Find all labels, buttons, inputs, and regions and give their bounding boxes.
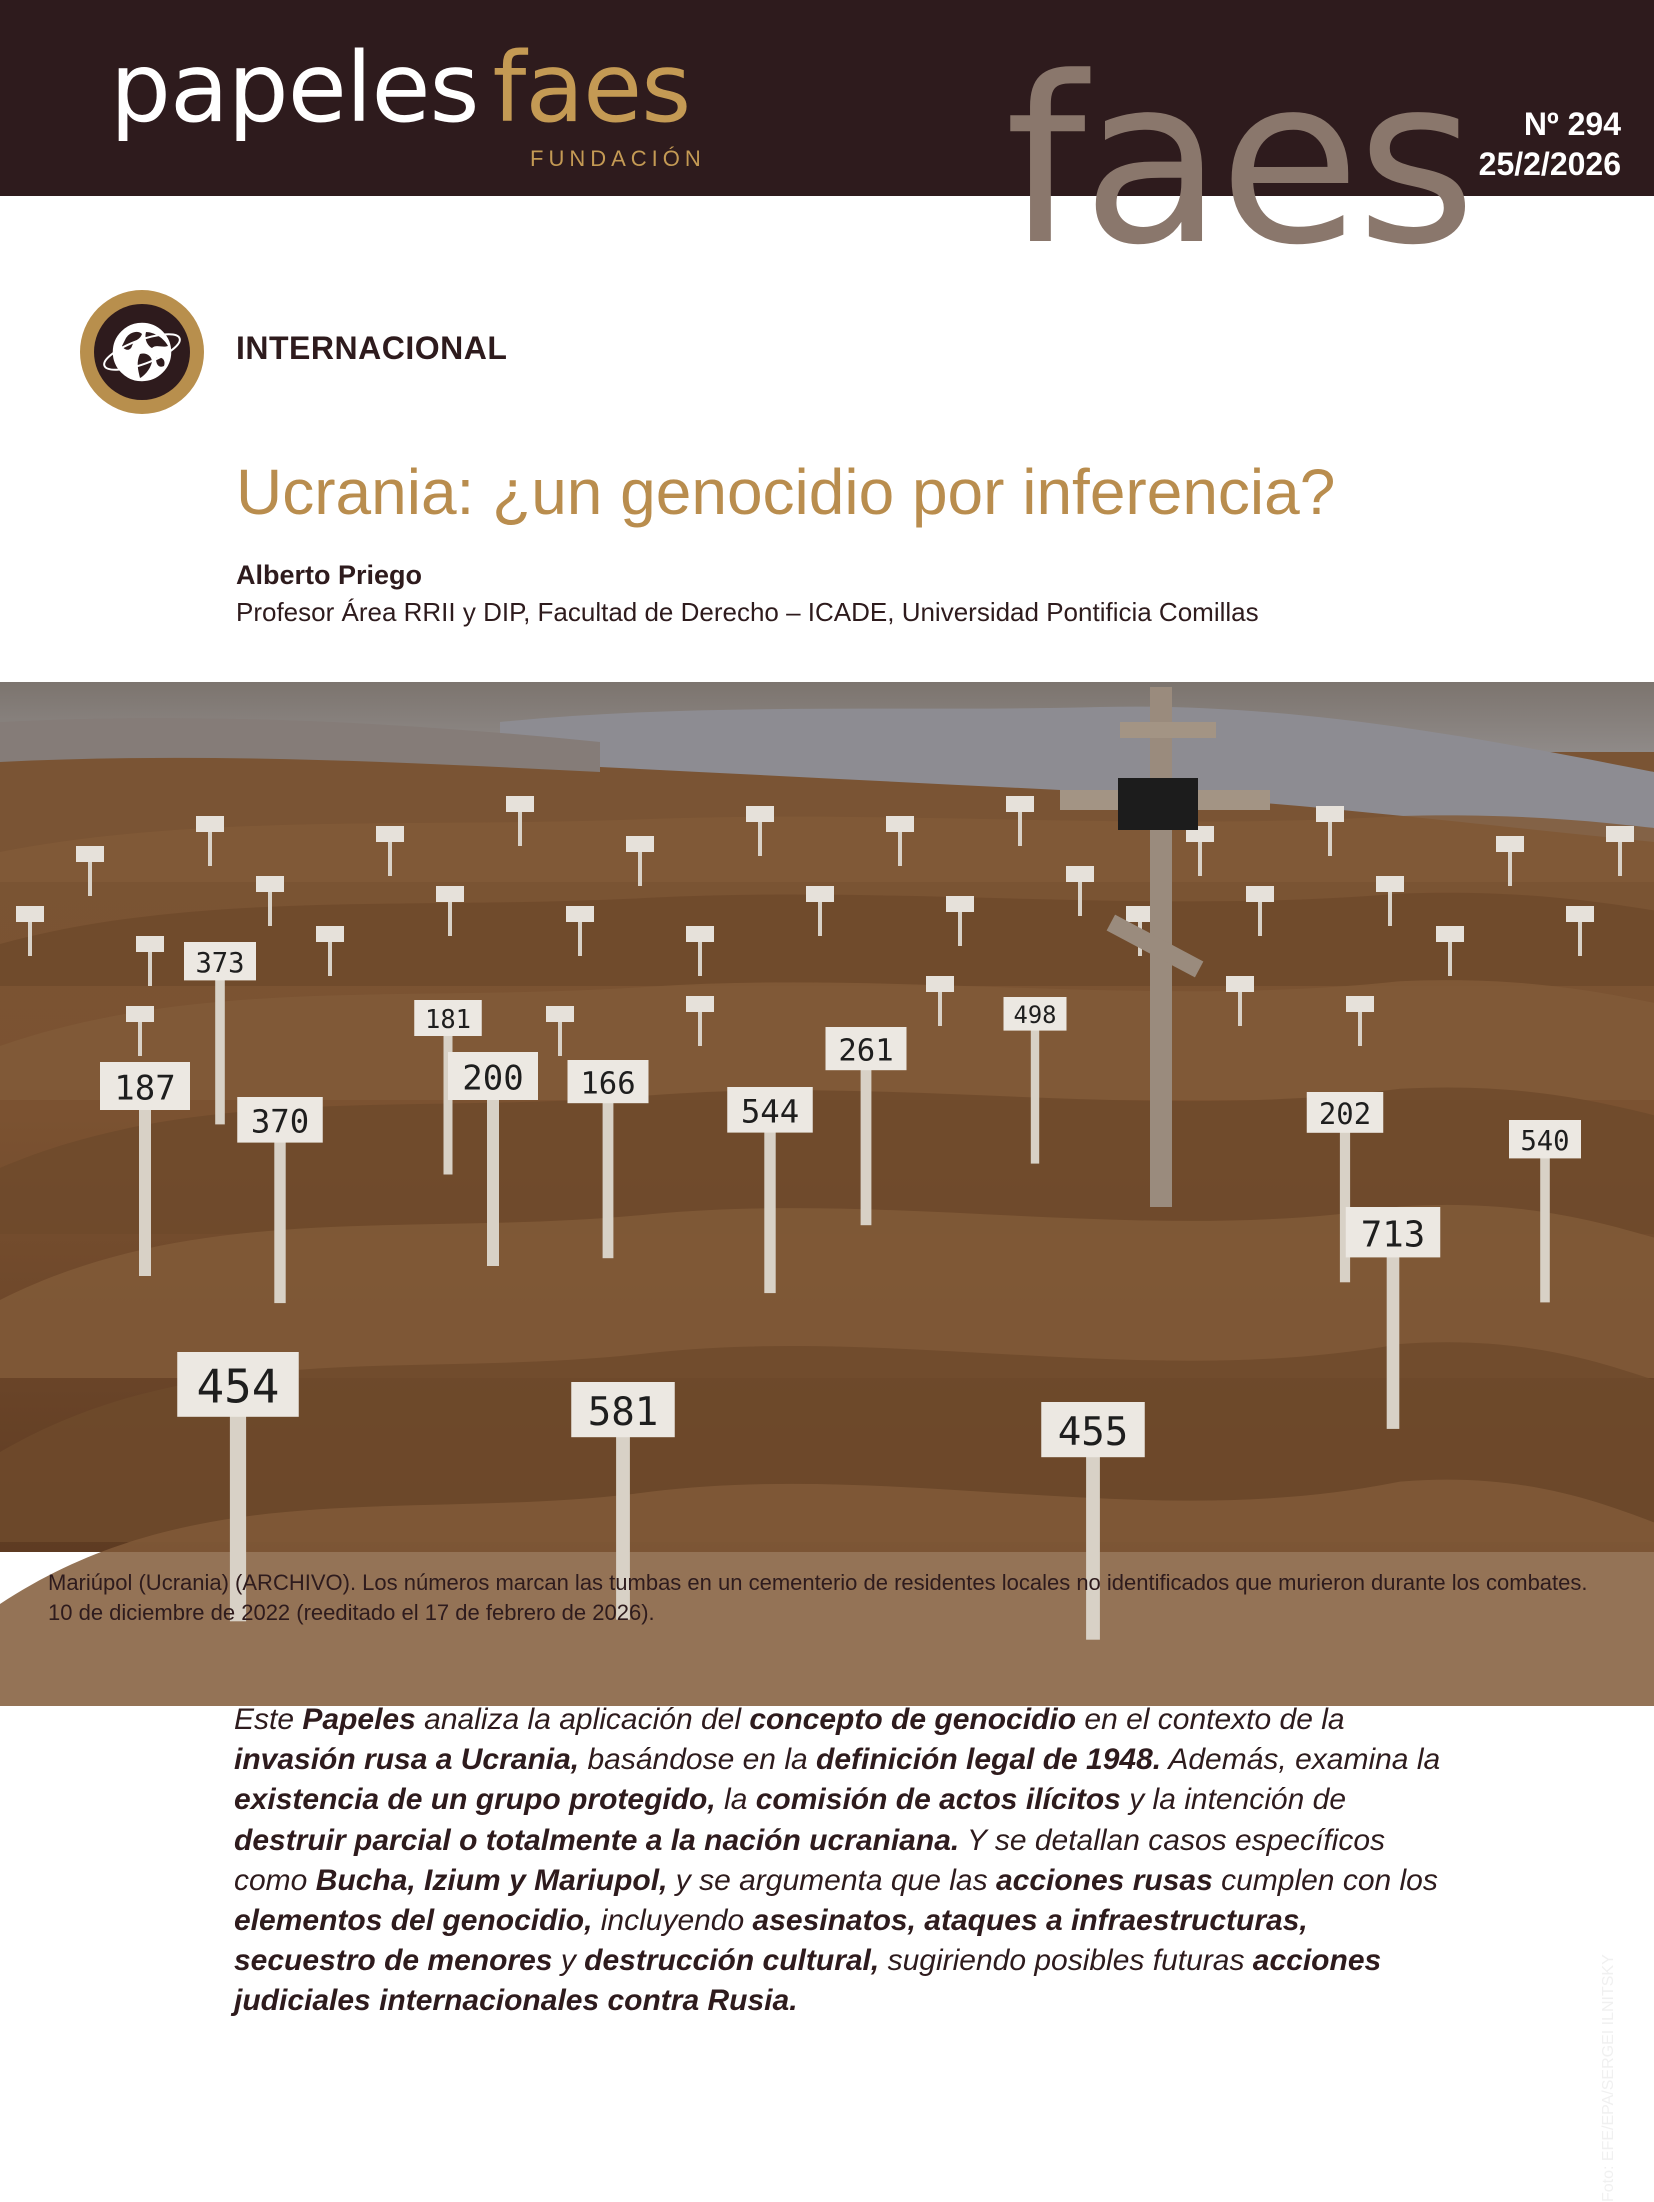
abstract-segment: y se argumenta que las bbox=[667, 1863, 996, 1897]
abstract-segment: cumplen con los bbox=[1212, 1863, 1438, 1897]
article-title: Ucrania: ¿un genocidio por inferencia? bbox=[236, 456, 1336, 528]
grave-number: 200 bbox=[462, 1058, 524, 1099]
brand-sub: FUNDACIÓN bbox=[530, 146, 706, 171]
abstract-segment: la bbox=[715, 1783, 756, 1817]
grave-number: 454 bbox=[196, 1359, 280, 1414]
abstract-segment: Bucha, Izium y Mariupol, bbox=[315, 1863, 668, 1897]
globe-icon bbox=[94, 304, 190, 400]
issue-date: 25/2/2026 bbox=[1478, 146, 1621, 182]
grave-number: 166 bbox=[580, 1066, 636, 1102]
abstract-segment: Además, examina la bbox=[1161, 1743, 1441, 1777]
section-label: INTERNACIONAL bbox=[236, 330, 508, 366]
abstract-segment: analiza la aplicación del bbox=[415, 1703, 750, 1736]
grave-number: 498 bbox=[1013, 1001, 1057, 1030]
abstract-segment: sugiriendo posibles futuras bbox=[879, 1944, 1253, 1978]
grave-number: 455 bbox=[1057, 1410, 1129, 1456]
abstract-segment: basándose en la bbox=[579, 1743, 817, 1777]
grave-number: 187 bbox=[114, 1068, 176, 1109]
abstract-segment: elementos del genocidio, bbox=[234, 1904, 593, 1938]
abstract-segment: Papeles bbox=[302, 1703, 416, 1736]
issue-number: Nº 294 bbox=[1523, 106, 1621, 142]
abstract-segment: definición legal de 1948. bbox=[816, 1743, 1162, 1777]
grave-number: 544 bbox=[740, 1092, 800, 1131]
grave-number: 713 bbox=[1360, 1214, 1426, 1256]
abstract-segment: concepto de genocidio bbox=[749, 1703, 1077, 1736]
issue-info bbox=[1479, 104, 1621, 184]
abstract-segment: Este bbox=[234, 1703, 303, 1736]
abstract-segment: asesinatos, ataques a infraestructuras, secuestro de menores bbox=[234, 1904, 1308, 1978]
article-author: Alberto Priego bbox=[236, 560, 423, 590]
abstract-segment: acciones judiciales internacionales contra Rusia. bbox=[234, 1944, 1382, 2018]
abstract-segment: destrucción cultural, bbox=[584, 1944, 880, 1978]
photo-credit: Foto: EFE/EPA/SERGEI ILNITSKY bbox=[1600, 1954, 1617, 2202]
grave-number: 261 bbox=[838, 1033, 894, 1069]
abstract-segment: Y se detallan casos específicos como bbox=[234, 1823, 1386, 1897]
cemetery-photo bbox=[0, 682, 1654, 1552]
brand-main: papeles bbox=[110, 32, 479, 144]
abstract-segment: incluyendo bbox=[592, 1904, 753, 1938]
header-band bbox=[0, 0, 1654, 296]
grave-number: 373 bbox=[195, 947, 245, 979]
author-affiliation: Profesor Área RRII y DIP, Facultad de Derecho – ICADE, Universidad Pontificia Comillas bbox=[236, 597, 1259, 627]
grave-number: 202 bbox=[1318, 1096, 1372, 1131]
abstract-segment: y la intención de bbox=[1120, 1783, 1347, 1817]
grave-number: 181 bbox=[424, 1005, 472, 1036]
abstract-segment: invasión rusa a Ucrania, bbox=[234, 1743, 580, 1777]
brand-accent: faes bbox=[492, 32, 691, 144]
background-wordmark: faes bbox=[1005, 29, 1473, 296]
grave-number: 581 bbox=[587, 1390, 659, 1436]
abstract-segment: destruir parcial o totalmente a la nación ucraniana. bbox=[234, 1823, 960, 1857]
abstract-segment: existencia de un grupo protegido, bbox=[234, 1783, 716, 1817]
abstract-segment: en el contexto de la bbox=[1076, 1703, 1345, 1736]
abstract-segment: y bbox=[552, 1944, 585, 1978]
abstract-segment: comisión de actos ilícitos bbox=[755, 1783, 1121, 1817]
abstract-paragraph bbox=[234, 1700, 1454, 2022]
grave-number: 370 bbox=[250, 1102, 310, 1141]
brand-logo bbox=[110, 32, 691, 144]
abstract-segment: acciones rusas bbox=[995, 1863, 1213, 1897]
grave-number: 540 bbox=[1520, 1125, 1570, 1157]
photo-caption: Mariúpol (Ucrania) (ARCHIVO). Los números marcan las tumbas en un cementerio de residentes locales no identificados que murieron durante los combates. 10 de diciembre de 2022 (reeditado el 17 de febrero de 2026). bbox=[48, 1570, 1588, 1625]
section-badge bbox=[80, 290, 204, 414]
